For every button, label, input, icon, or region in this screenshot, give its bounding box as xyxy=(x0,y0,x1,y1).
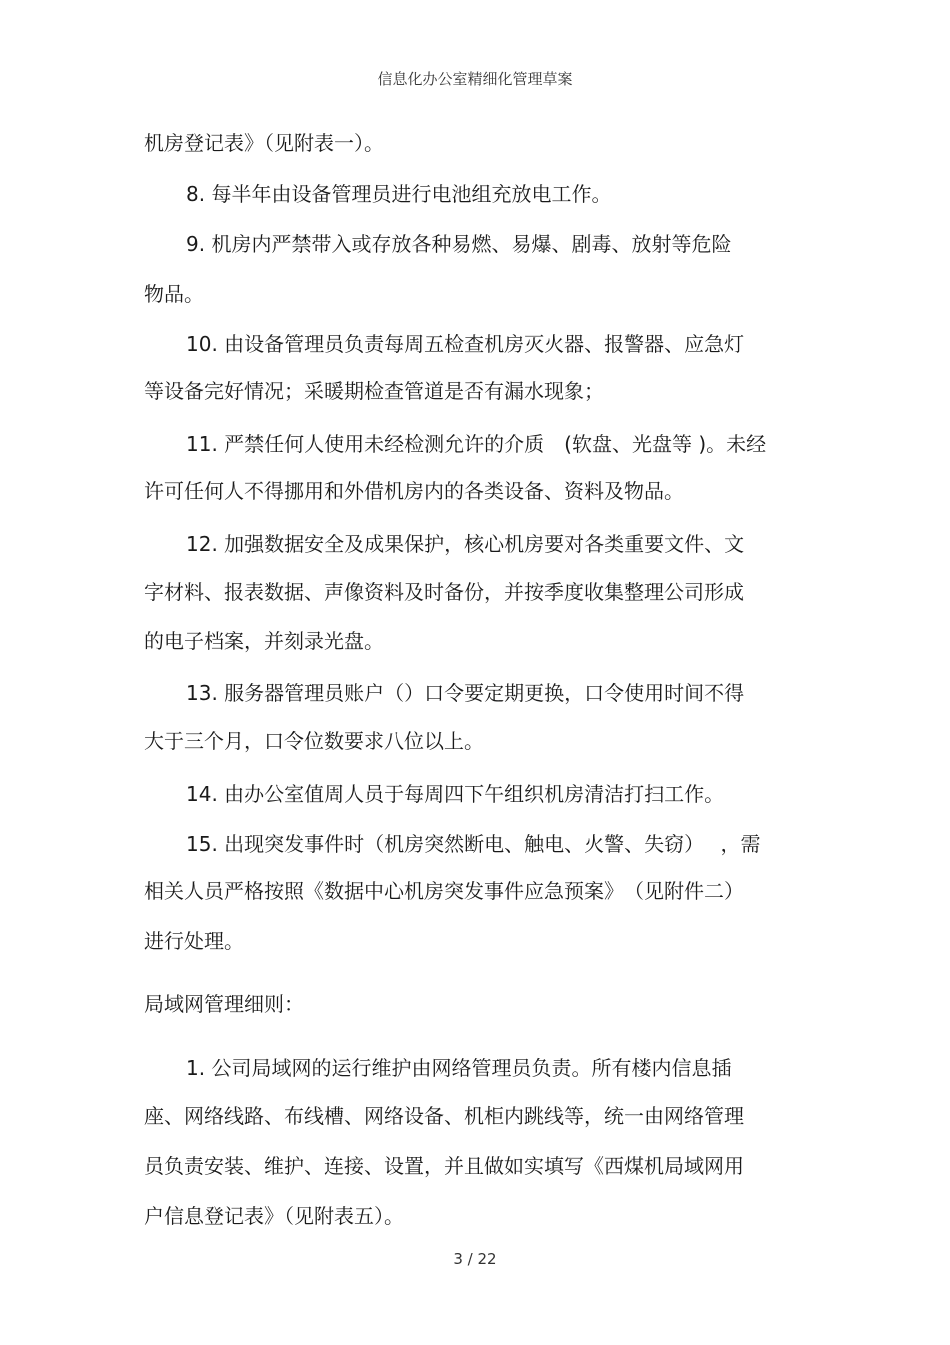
text-line: 大于三个月，口令位数要求八位以上。 xyxy=(144,729,484,753)
text-line: 9. 机房内严禁带入或存放各种易燃、易爆、剧毒、放射等危险 xyxy=(186,232,732,256)
text-line: 机房登记表》（见附表一）。 xyxy=(144,131,384,155)
page-header: 信息化办公室精细化管理草案 xyxy=(377,70,573,88)
text-line: 相关人员严格按照《数据中心机房突发事件应急预案》 （见附件二） xyxy=(144,879,744,903)
text-line: 物品。 xyxy=(144,282,204,306)
text-line: 户信息登记表》（见附表五）。 xyxy=(144,1204,404,1228)
text-line: 1. 公司局域网的运行维护由网络管理员负责。所有楼内信息插 xyxy=(186,1056,732,1080)
text-line: 员负责安装、维护、连接、设置，并且做如实填写《西煤机局域网用 xyxy=(144,1154,744,1178)
text-line: 11. 严禁任何人使用未经检测允许的介质 (软盘、光盘等 )。未经 xyxy=(186,432,767,456)
text-line: 15. 出现突发事件时（机房突然断电、触电、火警、失窃） ，需 xyxy=(186,832,761,856)
text-line: 12. 加强数据安全及成果保护，核心机房要对各类重要文件、文 xyxy=(186,532,745,556)
text-line: 字材料、报表数据、声像资料及时备份，并按季度收集整理公司形成 xyxy=(144,580,744,604)
text-line: 13. 服务器管理员账户（）口令要定期更换，口令使用时间不得 xyxy=(186,681,745,705)
text-line: 座、网络线路、布线槽、网络设备、机柜内跳线等，统一由网络管理 xyxy=(144,1104,744,1128)
text-line: 进行处理。 xyxy=(144,929,244,953)
page-number: 3 / 22 xyxy=(453,1250,497,1268)
text-line: 的电子档案，并刻录光盘。 xyxy=(144,629,384,653)
text-line: 14. 由办公室值周人员于每周四下午组织机房清洁打扫工作。 xyxy=(186,782,725,806)
text-line: 8. 每半年由设备管理员进行电池组充放电工作。 xyxy=(186,182,612,206)
text-line: 许可任何人不得挪用和外借机房内的各类设备、资料及物品。 xyxy=(144,479,684,503)
section-heading: 局域网管理细则： xyxy=(144,992,304,1016)
text-line: 10. 由设备管理员负责每周五检查机房灭火器、报警器、应急灯 xyxy=(186,332,745,356)
text-line: 等设备完好情况；采暖期检查管道是否有漏水现象； xyxy=(144,379,604,403)
